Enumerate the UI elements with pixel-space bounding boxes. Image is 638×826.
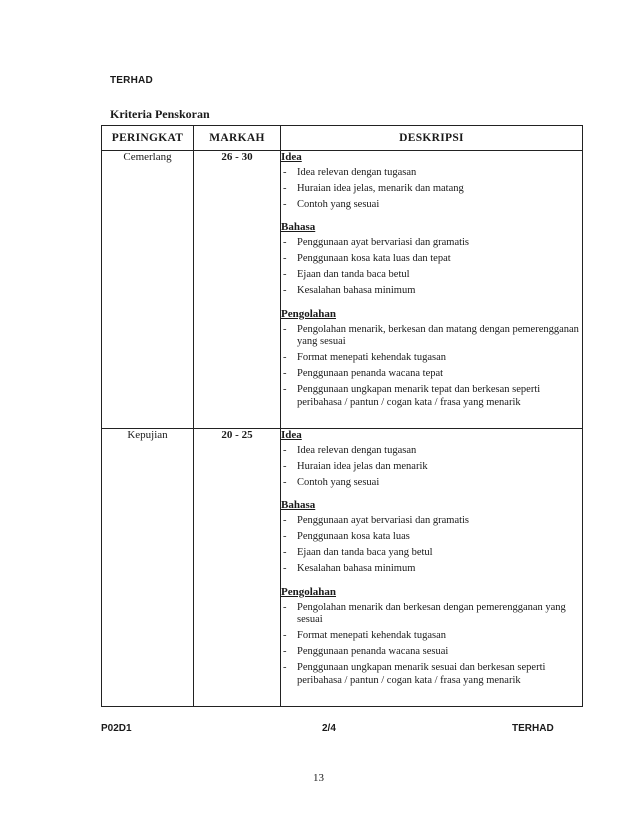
criteria-section-title: Pengolahan xyxy=(281,585,337,598)
criteria-list xyxy=(281,602,582,688)
list-item: - Penggunaan ayat bervariasi dan gramatis xyxy=(281,515,582,528)
scoring-table xyxy=(101,125,583,707)
list-item: - Penggunaan penanda wacana sesuai xyxy=(281,646,582,659)
list-item: - Penggunaan ungkapan menarik sesuai dan berkesan seperti peribahasa / pantun / cogan kata / frasa yang menarik xyxy=(281,662,582,688)
criteria-section xyxy=(281,429,582,489)
deskripsi-cell xyxy=(281,151,583,429)
table-row xyxy=(102,429,583,707)
list-item: - Penggunaan kosa kata luas dan tepat xyxy=(281,253,582,266)
list-item: - Kesalahan bahasa minimum xyxy=(281,563,582,576)
criteria-section xyxy=(281,586,582,688)
criteria-section xyxy=(281,151,582,211)
classification-header: TERHAD xyxy=(110,75,153,86)
section-title: Kriteria Penskoran xyxy=(110,107,210,121)
list-item: - Penggunaan ayat bervariasi dan gramatis xyxy=(281,237,582,250)
markah-cell: 20 - 25 xyxy=(194,429,281,707)
list-item: - Penggunaan ungkapan menarik tepat dan berkesan seperti peribahasa / pantun / cogan kata / frasa yang menarik xyxy=(281,384,582,410)
list-item: - Kesalahan bahasa minimum xyxy=(281,285,582,298)
list-item: - Contoh yang sesuai xyxy=(281,199,582,212)
list-item: - Huraian idea jelas dan menarik xyxy=(281,461,582,474)
list-item: - Penggunaan penanda wacana tepat xyxy=(281,368,582,381)
list-item: - Pengolahan menarik, berkesan dan matang dengan pemerengganan yang sesuai xyxy=(281,324,582,350)
list-item: - Pengolahan menarik dan berkesan dengan pemerengganan yang sesuai xyxy=(281,602,582,628)
footer-classification: TERHAD xyxy=(512,723,554,734)
peringkat-cell: Cemerlang xyxy=(102,151,194,429)
criteria-section-title: Pengolahan xyxy=(281,307,337,320)
criteria-section-title: Bahasa xyxy=(281,221,316,234)
column-header-deskripsi: DESKRIPSI xyxy=(281,126,583,151)
list-item: - Huraian idea jelas, menarik dan matang xyxy=(281,183,582,196)
list-item: - Idea relevan dengan tugasan xyxy=(281,167,582,180)
markah-cell: 26 - 30 xyxy=(194,151,281,429)
list-item: - Ejaan dan tanda baca yang betul xyxy=(281,547,582,560)
criteria-section xyxy=(281,221,582,297)
criteria-section xyxy=(281,308,582,410)
criteria-list xyxy=(281,445,582,489)
criteria-list xyxy=(281,237,582,297)
criteria-section xyxy=(281,499,582,575)
list-item: - Penggunaan kosa kata luas xyxy=(281,531,582,544)
page-number: 13 xyxy=(313,772,324,784)
criteria-section-title: Bahasa xyxy=(281,499,316,512)
list-item: - Format menepati kehendak tugasan xyxy=(281,630,582,643)
peringkat-cell: Kepujian xyxy=(102,429,194,707)
deskripsi-cell xyxy=(281,429,583,707)
list-item: - Contoh yang sesuai xyxy=(281,477,582,490)
table-row xyxy=(102,151,583,429)
column-header-peringkat: PERINGKAT xyxy=(102,126,194,151)
list-item: - Format menepati kehendak tugasan xyxy=(281,352,582,365)
footer-code: P02D1 xyxy=(101,723,132,734)
criteria-section-title: Idea xyxy=(281,429,302,441)
list-item: - Ejaan dan tanda baca betul xyxy=(281,269,582,282)
criteria-list xyxy=(281,324,582,410)
list-item: - Idea relevan dengan tugasan xyxy=(281,445,582,458)
criteria-section-title: Idea xyxy=(281,151,302,163)
column-header-markah: MARKAH xyxy=(194,126,281,151)
table-header-row xyxy=(102,126,583,151)
criteria-list xyxy=(281,515,582,575)
footer-page: 2/4 xyxy=(322,723,336,734)
criteria-list xyxy=(281,167,582,211)
